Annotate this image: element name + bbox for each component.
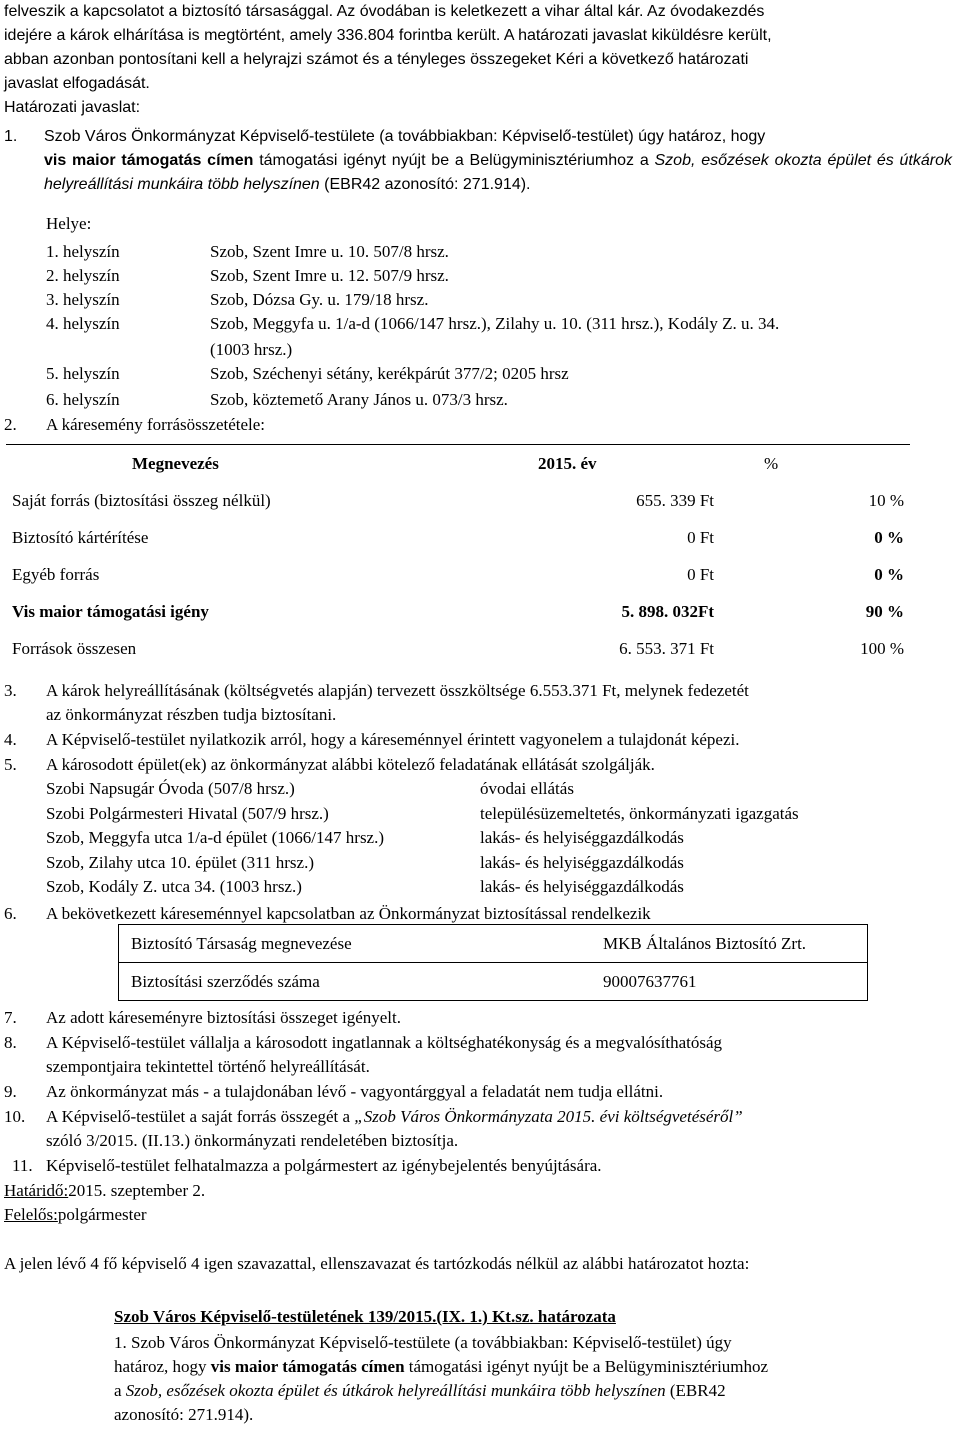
item-1-text-a: Szob Város Önkormányzat Képviselő-testülete (a továbbiakban: Képviselő-testület) úgy határoz, hogy bbox=[44, 128, 766, 145]
funding-amount: 5. 898. 032Ft bbox=[621, 601, 714, 621]
insurance-label: Biztosítási szerződés száma bbox=[131, 971, 320, 991]
item-1 bbox=[4, 125, 952, 199]
item-4-text: A Képviselő-testület nyilatkozik arról, hogy a káreseménnyel érintett vagyonelem a tulajdonát képezi. bbox=[46, 730, 740, 749]
funding-percent: 100 % bbox=[860, 638, 904, 658]
item-1-text-b: támogatási igényt nyújt be a Belügyminisztériumhoz a bbox=[253, 152, 655, 169]
insurance-table bbox=[118, 924, 868, 1001]
item-10-text-a: A Képviselő-testület a saját forrás összegét a bbox=[46, 1107, 355, 1126]
item-6-number: 6. bbox=[4, 904, 17, 923]
location-value: Szob, Dózsa Gy. u. 179/18 hrsz. bbox=[210, 290, 429, 309]
insurance-row bbox=[119, 963, 868, 1001]
location-value: (1003 hrsz.) bbox=[210, 340, 293, 359]
item-5-text: A károsodott épület(ek) az önkormányzat alábbi kötelező feladatának ellátását szolgálják. bbox=[46, 755, 655, 774]
funding-percent: 0 % bbox=[874, 564, 904, 584]
building-name: Szob, Kodály Z. utca 34. (1003 hrsz.) bbox=[46, 877, 302, 896]
item-1-number: 1. bbox=[4, 128, 18, 145]
location-value: Szob, köztemető Arany János u. 073/3 hrsz. bbox=[210, 390, 508, 409]
location-name: 3. helyszín bbox=[46, 290, 120, 309]
resolution-line-3 bbox=[114, 1379, 954, 1403]
deadline-value: 2015. szeptember 2. bbox=[68, 1181, 206, 1200]
building-name: Szob, Zilahy utca 10. épület (311 hrsz.) bbox=[46, 852, 314, 872]
building-name: Szobi Napsugár Óvoda (507/8 hrsz.) bbox=[46, 779, 295, 798]
location-value: Szob, Meggyfa u. 1/a-d (1066/147 hrsz.), Zilahy u. 10. (311 hrsz.), Kodály Z. u. 34. bbox=[210, 314, 780, 333]
location-name: 6. helyszín bbox=[46, 390, 120, 409]
building-function: lakás- és helyiséggazdálkodás bbox=[480, 877, 684, 896]
item-9-text: Az önkormányzat más - a tulajdonában lévő - vagyontárggyal a feladatát nem tudja ellátni. bbox=[46, 1082, 664, 1101]
resolution-line-2 bbox=[114, 1355, 954, 1379]
item-10-italic: „Szob Város Önkormányzata 2015. évi költségvetéséről” bbox=[354, 1107, 743, 1126]
location-name: 4. helyszín bbox=[46, 314, 120, 333]
funding-row bbox=[6, 556, 910, 593]
funding-percent: 10 % bbox=[868, 490, 904, 510]
insurance-row bbox=[119, 925, 868, 963]
location-row bbox=[0, 288, 960, 312]
funding-row bbox=[6, 593, 910, 630]
funding-header-row bbox=[6, 445, 910, 483]
funding-table bbox=[6, 444, 910, 667]
location-value: Szob, Szent Imre u. 10. 507/8 hrsz. bbox=[210, 242, 449, 261]
building-function: lakás- és helyiséggazdálkodás bbox=[480, 828, 684, 847]
resolution-line-2b: támogatási igényt nyújt be a Belügyminisztériumhoz bbox=[404, 1357, 769, 1376]
item-7-number: 7. bbox=[4, 1008, 17, 1027]
item-1-text-c: (EBR42 azonosító: 271.914). bbox=[319, 176, 531, 193]
responsible bbox=[4, 1203, 147, 1227]
item-3-line-2: az önkormányzat részben tudja biztosítani. bbox=[46, 705, 337, 724]
insurance-label: Biztosító Társaság megnevezése bbox=[119, 925, 598, 963]
resolution-line-2a: határoz, hogy bbox=[114, 1357, 211, 1376]
item-11-number: 11. bbox=[12, 1156, 33, 1175]
item-10-number: 10. bbox=[4, 1107, 26, 1126]
location-name: 2. helyszín bbox=[46, 266, 120, 285]
resolution-line-3-italic: Szob, esőzések okozta épület és útkárok helyreállítási munkáira több helyszínen bbox=[125, 1381, 666, 1400]
location-row bbox=[0, 362, 960, 386]
building-function: településüzemeltetés, önkormányzati igazgatás bbox=[480, 803, 799, 823]
item-8-number: 8. bbox=[4, 1033, 17, 1052]
item-3-line-1: A károk helyreállításának (költségvetés alapján) tervezett összköltsége 6.553.371 Ft, melynek fedezetét bbox=[46, 681, 749, 700]
insurance-value: MKB Általános Biztosító Zrt. bbox=[597, 925, 868, 963]
item-2-text: A káresemény forrásösszetétele: bbox=[46, 415, 266, 434]
item-2-number: 2. bbox=[4, 415, 17, 434]
location-row bbox=[0, 312, 960, 336]
header-percent: % bbox=[734, 445, 910, 483]
resolution-line-1: 1. Szob Város Önkormányzat Képviselő-testülete (a továbbiakban: Képviselő-testület) úgy bbox=[114, 1333, 732, 1352]
responsible-label: Felelős: bbox=[4, 1205, 58, 1224]
insurance-rows bbox=[119, 925, 868, 1001]
item-4-number: 4. bbox=[4, 730, 17, 749]
funding-amount: 6. 553. 371 Ft bbox=[619, 638, 714, 658]
item-1-bold: vis maior támogatás címen bbox=[44, 152, 254, 169]
resolution-title: Szob Város Képviselő-testületének 139/2015.(IX. 1.) Kt.sz. határozata bbox=[114, 1307, 616, 1326]
funding-row bbox=[6, 482, 910, 519]
item-9-number: 9. bbox=[4, 1082, 17, 1101]
funding-amount: 0 Ft bbox=[687, 527, 714, 547]
building-function: lakás- és helyiséggazdálkodás bbox=[480, 852, 684, 872]
location-row bbox=[0, 388, 960, 412]
deadline bbox=[4, 1179, 205, 1203]
funding-percent: 0 % bbox=[874, 527, 904, 547]
item-8-line-1: A Képviselő-testület vállalja a károsodott ingatlannak a költséghatékonyság és a megvalósíthatóság bbox=[46, 1033, 723, 1052]
header-year: 2015. év bbox=[498, 445, 734, 483]
funding-row bbox=[6, 519, 910, 556]
funding-name: Egyéb forrás bbox=[12, 564, 100, 584]
header-name: Megnevezés bbox=[6, 445, 498, 483]
insurance-value: 90007637761 bbox=[603, 971, 697, 991]
item-3-number: 3. bbox=[4, 681, 17, 700]
funding-name: Saját forrás (biztosítási összeg nélkül) bbox=[12, 490, 271, 510]
deadline-label: Határidő: bbox=[4, 1181, 69, 1200]
item-10-line-1 bbox=[46, 1105, 743, 1129]
location-value: Szob, Széchenyi sétány, kerékpárút 377/2; 0205 hrsz bbox=[210, 364, 569, 383]
funding-amount: 655. 339 Ft bbox=[636, 490, 714, 510]
location-value: Szob, Szent Imre u. 12. 507/9 hrsz. bbox=[210, 266, 449, 285]
building-name: Szobi Polgármesteri Hivatal (507/9 hrsz.) bbox=[46, 803, 329, 823]
responsible-value: polgármester bbox=[57, 1205, 147, 1224]
item-5-number: 5. bbox=[4, 755, 17, 774]
proposal-heading: Határozati javaslat: bbox=[4, 99, 141, 116]
location-name: 5. helyszín bbox=[46, 364, 120, 383]
intro-line-4: javaslat elfogadását. bbox=[4, 75, 150, 92]
location-name: 1. helyszín bbox=[46, 242, 120, 261]
intro-line-2: idejére a károk elhárítása is megtörtént, amely 336.804 forintba került. A határozati javaslat kiküldésre került, bbox=[4, 27, 772, 44]
resolution-line-2-bold: vis maior támogatás címen bbox=[210, 1357, 405, 1376]
resolution-line-3b: (EBR42 bbox=[665, 1381, 726, 1400]
funding-name: Biztosító kártérítése bbox=[12, 527, 149, 547]
funding-row bbox=[6, 630, 910, 667]
building-name: Szob, Meggyfa utca 1/a-d épület (1066/147 hrsz.) bbox=[46, 828, 385, 847]
funding-percent: 90 % bbox=[865, 601, 904, 621]
locations-label: Helye: bbox=[46, 214, 92, 233]
location-row bbox=[0, 264, 960, 288]
funding-amount: 0 Ft bbox=[687, 564, 714, 584]
intro-line-3: abban azonban pontosítani kell a helyrajzi számot és a tényleges összegeket Kéri a következő határozati bbox=[4, 51, 749, 68]
item-1-italic: Szob, esőzések okozta épület és útkárok helyreállítási munkáira több helyszínen bbox=[44, 152, 952, 193]
resolution-line-3a: a bbox=[114, 1381, 126, 1400]
location-row bbox=[0, 338, 960, 362]
location-row bbox=[0, 240, 960, 264]
item-10-line-2: szóló 3/2015. (II.13.) önkormányzati rendeletében biztosítja. bbox=[46, 1131, 459, 1150]
item-7-text: Az adott káreseményre biztosítási összeget igényelt. bbox=[46, 1008, 401, 1027]
intro-line-1: felveszik a kapcsolatot a biztosító társasággal. Az óvodában is keletkezett a vihar által kár. Az óvodakezdés bbox=[4, 3, 765, 20]
item-6-text: A bekövetkezett káreseménnyel kapcsolatban az Önkormányzat biztosítással rendelkezik bbox=[46, 904, 651, 923]
funding-rows bbox=[6, 482, 910, 667]
funding-name: Vis maior támogatási igény bbox=[12, 601, 209, 621]
building-function: óvodai ellátás bbox=[480, 779, 574, 798]
item-11-text: Képviselő-testület felhatalmazza a polgármestert az igénybejelentés benyújtására. bbox=[46, 1156, 602, 1175]
vote-text: A jelen lévő 4 fő képviselő 4 igen szavazattal, ellenszavazat és tartózkodás nélkül az alábbi határozatot hozta: bbox=[4, 1254, 750, 1273]
item-8-line-2: szempontjaira tekintettel történő helyreállítását. bbox=[46, 1057, 370, 1076]
funding-name: Források összesen bbox=[12, 638, 137, 658]
resolution-line-4: azonosító: 271.914). bbox=[114, 1405, 254, 1424]
